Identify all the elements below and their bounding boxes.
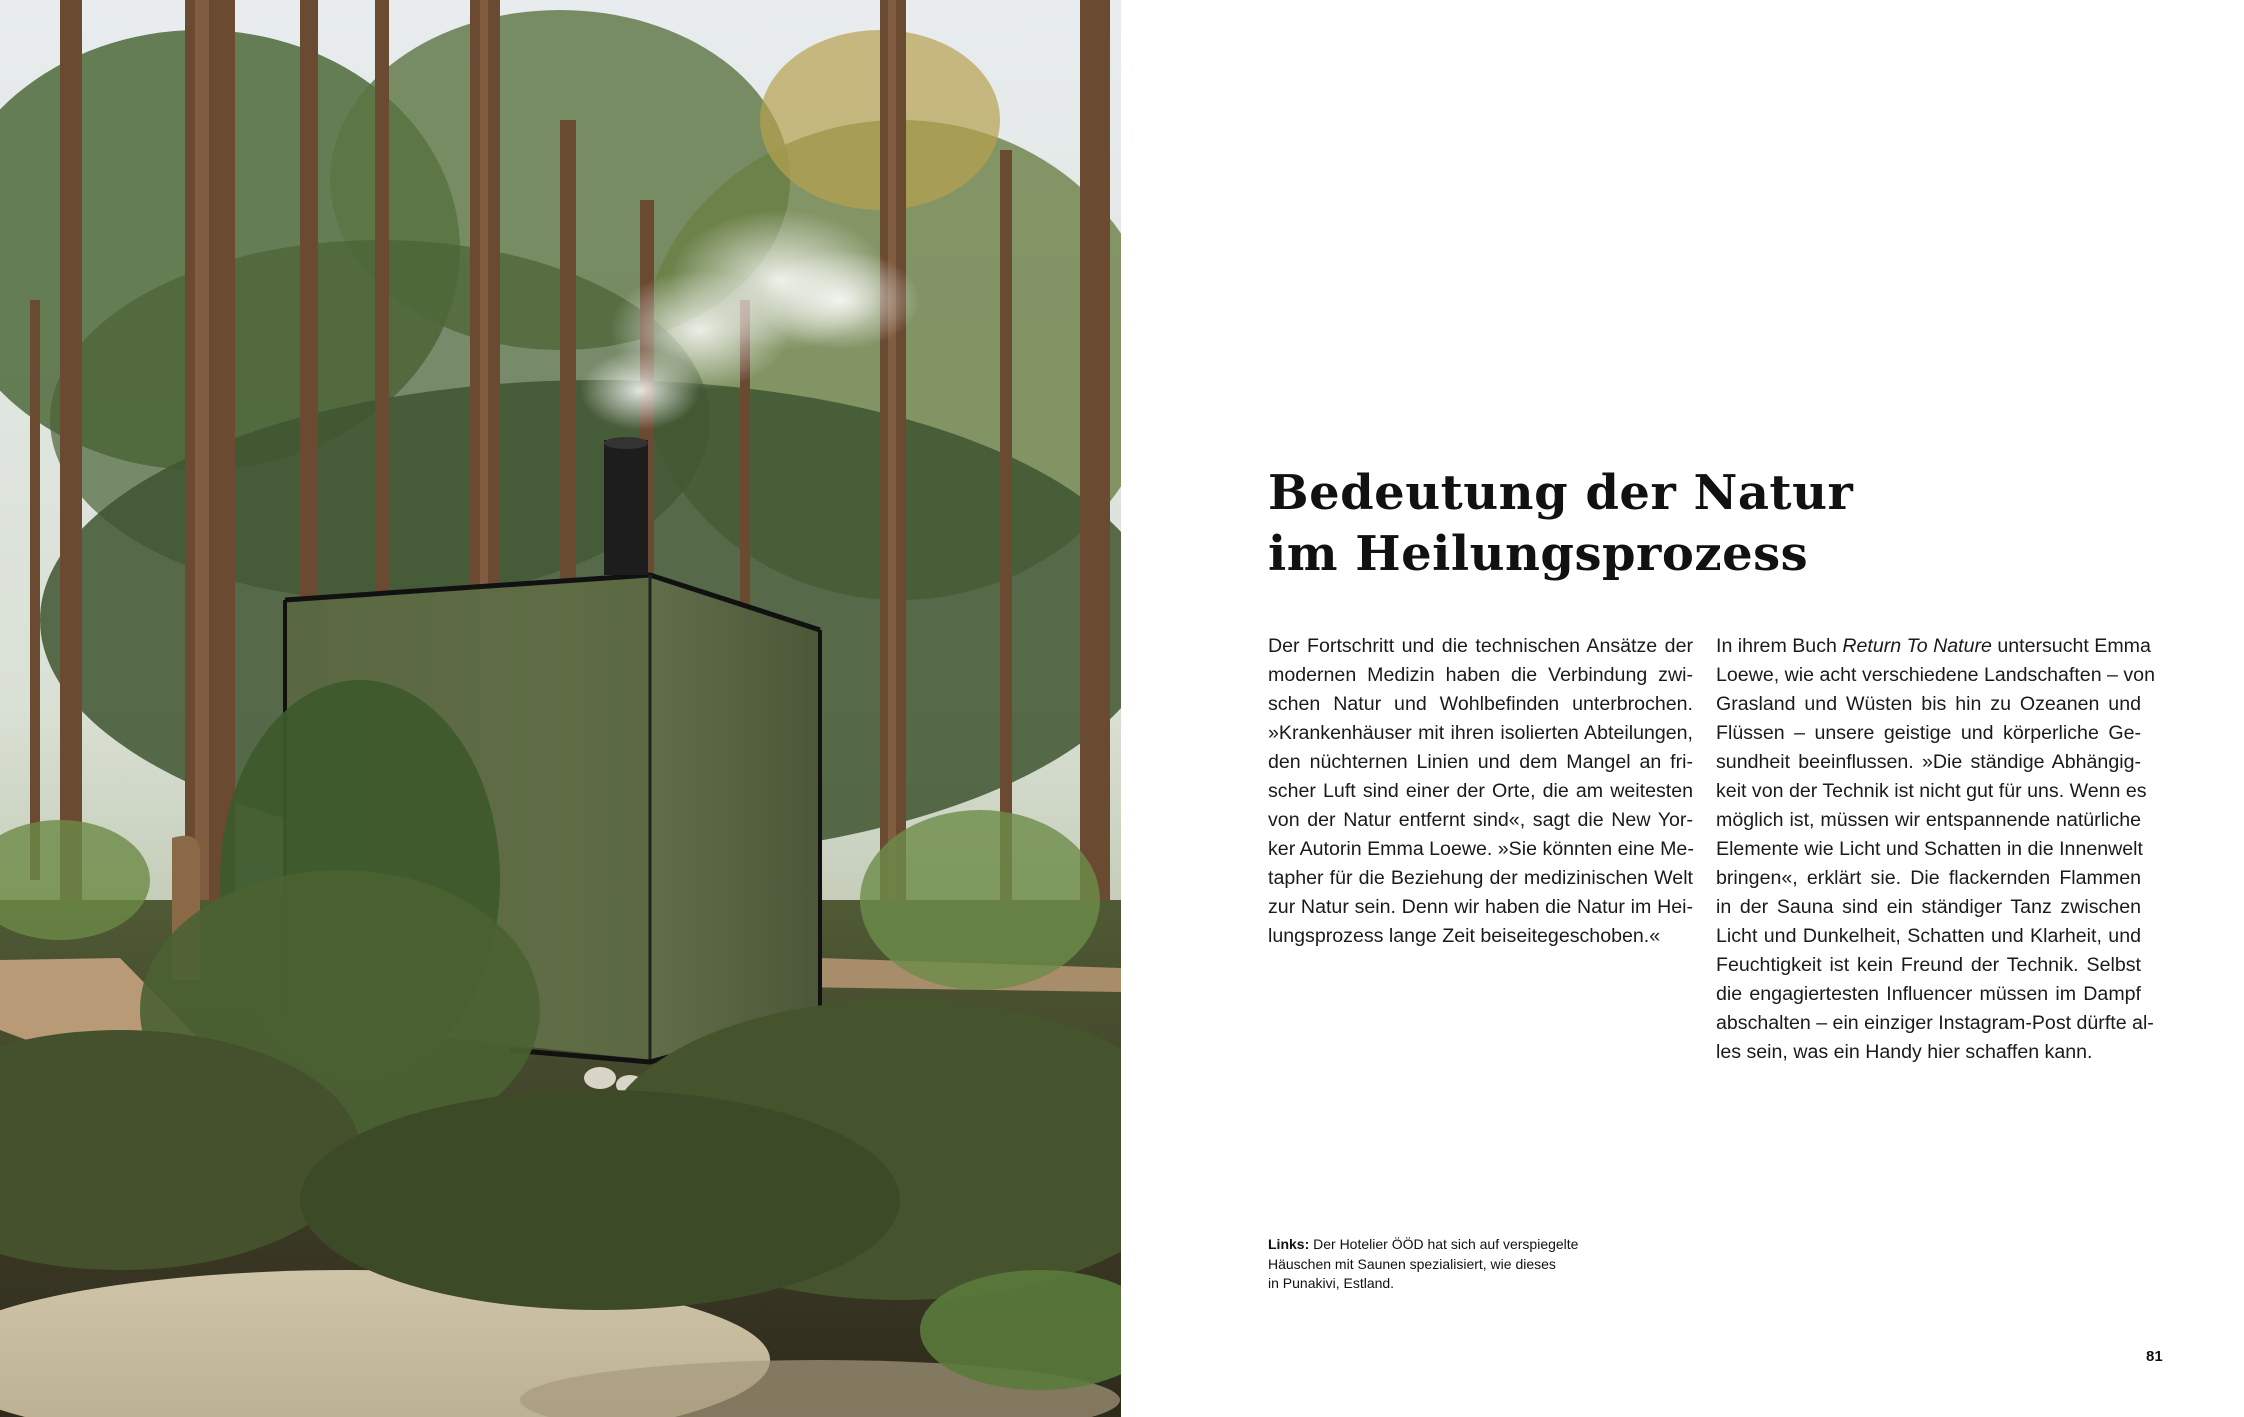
body-line: Feuchtigkeit ist kein Freund der Technik. Selbst	[1716, 954, 2141, 976]
body-column-right	[1716, 632, 2155, 1067]
body-line: Elemente wie Licht und Schatten in die Innenwelt	[1716, 838, 2143, 860]
body-line: bringen«, erklärt sie. Die flackernden Flammen	[1716, 867, 2141, 889]
page-number: 81	[2146, 1348, 2163, 1365]
body-line: Der Fortschritt und die technischen Ansätze der	[1268, 635, 1693, 657]
body-line: von der Natur entfernt sind«, sagt die New Yor-	[1268, 809, 1693, 831]
photo-caption	[1268, 1235, 1608, 1294]
body-line: schen Natur und Wohlbefinden unterbrochen.	[1268, 693, 1693, 715]
body-line: »Krankenhäuser mit ihren isolierten Abteilungen,	[1268, 722, 1693, 744]
body-line: zur Natur sein. Denn wir haben die Natur im Hei-	[1268, 896, 1693, 918]
caption-line	[1268, 1235, 1608, 1255]
body-line: scher Luft sind einer der Orte, die am weitesten	[1268, 780, 1693, 802]
body-line: in der Sauna sind ein ständiger Tanz zwischen	[1716, 896, 2141, 918]
caption-label: Links:	[1268, 1236, 1310, 1252]
caption-text: Der Hotelier ÖÖD hat sich auf verspiegelte	[1309, 1236, 1579, 1252]
body-line: ker Autorin Emma Loewe. »Sie könnten eine Me-	[1268, 838, 1694, 860]
body-text: In ihrem Buch	[1716, 635, 1843, 657]
body-line: Grasland und Wüsten bis hin zu Ozeanen und	[1716, 693, 2141, 715]
body-text: untersucht Emma	[1991, 635, 2151, 657]
body-line: möglich ist, müssen wir entspannende natürliche	[1716, 809, 2141, 831]
body-line: Loewe, wie acht verschiedene Landschaften – von	[1716, 664, 2155, 686]
body-line: die engagiertesten Influencer müssen im Dampf	[1716, 983, 2141, 1005]
photo-image	[0, 0, 1121, 1417]
forest-sauna-photo	[0, 0, 1121, 1417]
body-line-first	[1716, 632, 2151, 661]
body-line: den nüchternen Linien und dem Mangel an fri-	[1268, 751, 1693, 773]
headline-line-2: im Heilungsprozess	[1268, 526, 1809, 582]
body-line: tapher für die Beziehung der medizinischen Welt	[1268, 867, 1693, 889]
caption-line: Häuschen mit Saunen spezialisiert, wie dieses	[1268, 1255, 1556, 1272]
book-title: Return To Nature	[1842, 635, 1992, 657]
body-line: abschalten – ein einziger Instagram-Post dürfte al-	[1716, 1012, 2154, 1034]
body-line: keit von der Technik ist nicht gut für uns. Wenn es	[1716, 780, 2147, 802]
body-line: Licht und Dunkelheit, Schatten und Klarheit, und	[1716, 925, 2141, 947]
caption-line: in Punakivi, Estland.	[1268, 1275, 1395, 1291]
body-line: lungsprozess lange Zeit beiseitegeschoben.«	[1268, 925, 1661, 947]
body-column-left	[1268, 632, 1693, 951]
body-line: modernen Medizin haben die Verbindung zwi-	[1268, 664, 1693, 686]
body-line: les sein, was ein Handy hier schaffen kann.	[1716, 1041, 2093, 1063]
body-line: sundheit beeinflussen. »Die ständige Abhängig-	[1716, 751, 2141, 773]
headline-line-1: Bedeutung der Natur	[1268, 465, 1854, 521]
article-headline	[1268, 463, 2068, 585]
body-line: Flüssen – unsere geistige und körperliche Ge-	[1716, 722, 2141, 744]
